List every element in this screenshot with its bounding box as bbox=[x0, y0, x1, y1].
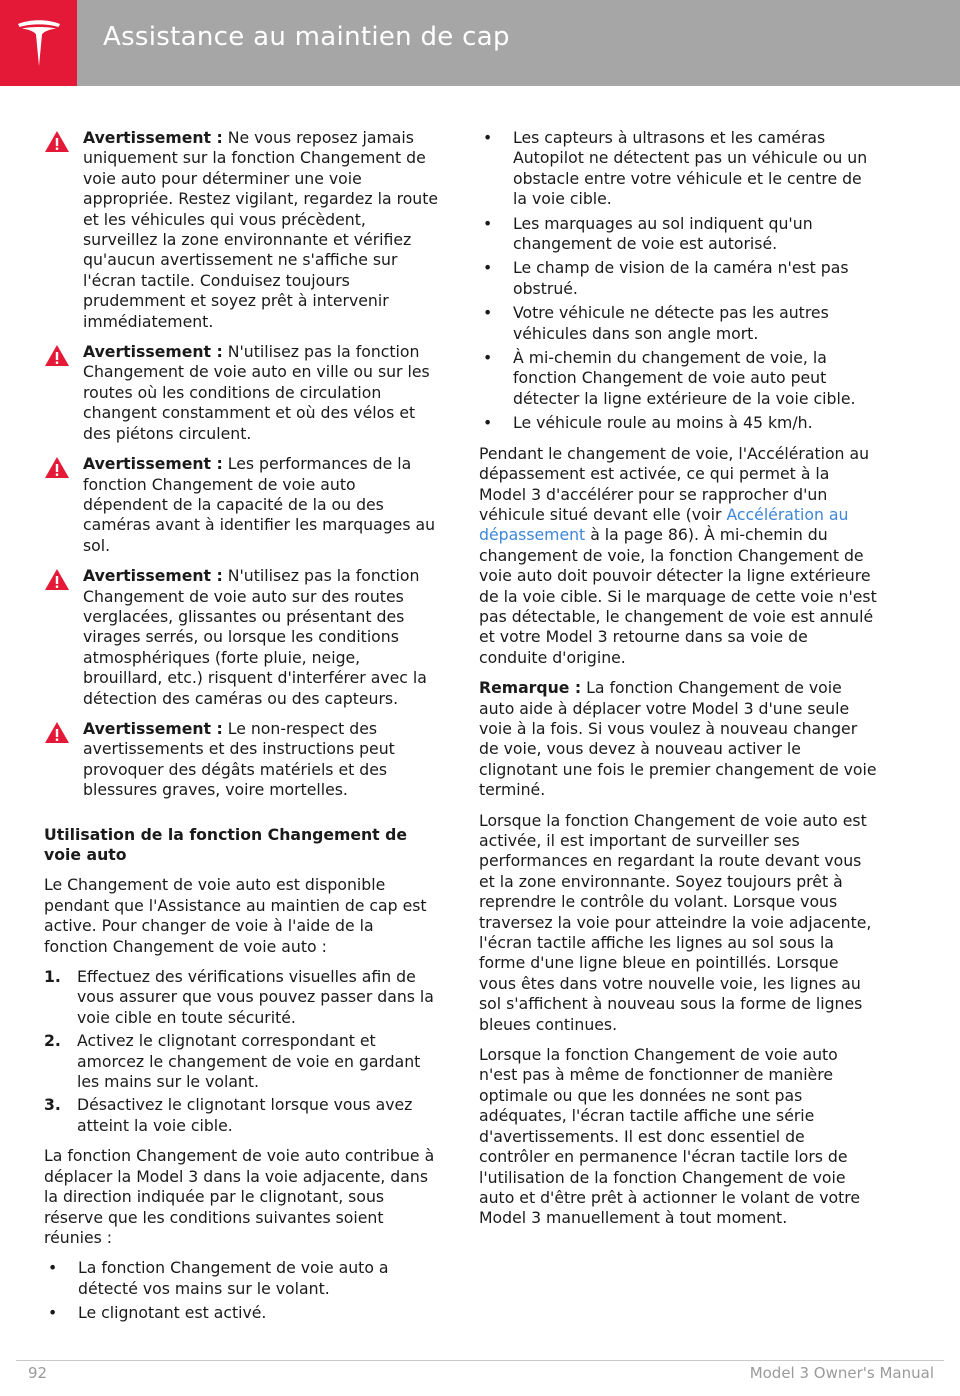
bullet-icon: • bbox=[48, 1258, 58, 1278]
page-header bbox=[0, 0, 960, 86]
left-column bbox=[44, 128, 439, 1334]
warning-label: Avertissement : bbox=[83, 454, 223, 474]
intro-paragraph: Le Changement de voie auto est disponible pendant que l'Assistance au maintien de cap est active. Pour changer de voie à l'aide de la fonction Changement de voie auto : bbox=[44, 875, 427, 956]
step-text: Activez le clignotant correspondant et amorcez le changement de voie en gardant les mains sur le volant. bbox=[77, 1031, 421, 1092]
section-heading: Utilisation de la fonction Changement de voie auto bbox=[44, 824, 407, 864]
condition-text: Le véhicule roule au moins à 45 km/h. bbox=[513, 413, 813, 433]
warning-text: Ne vous reposez jamais uniquement sur la fonction Changement de voie auto pour déterminer une voie appropriée. Restez vigilant, regardez la route et les véhicules qui vous précèdent, surveillez la zone environnante et vérifiez qu'aucun avertissement ne s'affiche sur l'écran tactile. Conduisez toujours prudemment et soyez prêt à intervenir immédiatement. bbox=[83, 128, 439, 331]
bullet-icon: • bbox=[483, 128, 493, 147]
right-column bbox=[479, 128, 877, 1239]
list-item bbox=[479, 413, 877, 433]
condition-text: Le champ de vision de la caméra n'est pas obstrué. bbox=[513, 258, 849, 298]
page-number: 92 bbox=[28, 1364, 48, 1382]
brand-logo bbox=[0, 0, 77, 86]
condition-text: À mi-chemin du changement de voie, la fonction Changement de voie auto peut détecter la ligne extérieure de la voie cible. bbox=[513, 348, 856, 408]
step-number: 2. bbox=[44, 1031, 61, 1051]
footer-divider bbox=[16, 1360, 944, 1361]
condition-text: Le clignotant est activé. bbox=[78, 1303, 267, 1323]
warning-triangle-icon bbox=[44, 721, 70, 744]
warning-triangle-icon bbox=[44, 344, 70, 367]
bullet-icon: • bbox=[483, 348, 493, 368]
list-item bbox=[44, 967, 439, 1028]
bullet-icon: • bbox=[48, 1303, 58, 1323]
warning-block bbox=[44, 342, 439, 444]
warning-label: Avertissement : bbox=[83, 566, 223, 586]
step-number: 1. bbox=[44, 967, 61, 987]
list-item bbox=[479, 214, 877, 255]
warning-label: Avertissement : bbox=[83, 718, 223, 738]
warning-block bbox=[44, 719, 439, 801]
warning-label: Avertissement : bbox=[83, 128, 223, 147]
page-title: Assistance au maintien de cap bbox=[103, 22, 510, 52]
condition-text: Les capteurs à ultrasons et les caméras Autopilot ne détectent pas un véhicule ou un obstacle entre votre véhicule et le centre de la voie cible. bbox=[513, 128, 868, 209]
condition-text: Votre véhicule ne détecte pas les autres véhicules dans son angle mort. bbox=[513, 303, 829, 343]
overtake-acceleration-link[interactable]: Accélération au dépassement bbox=[479, 504, 849, 545]
warning-triangle-icon bbox=[44, 456, 70, 479]
paragraph-text: Pendant le changement de voie, l'Accélération au dépassement est activée, ce qui permet à la Model 3 d'accélérer pour se rapprocher d'un véhicule situé devant elle (voir bbox=[479, 443, 870, 524]
warning-triangle-icon bbox=[44, 130, 70, 153]
warning-block bbox=[44, 454, 439, 556]
list-item bbox=[479, 303, 877, 344]
warning-block bbox=[44, 566, 439, 709]
warning-label: Avertissement : bbox=[83, 342, 223, 362]
warning-block bbox=[44, 128, 439, 332]
list-item bbox=[479, 348, 877, 409]
warning-text: N'utilisez pas la fonction Changement de voie auto en ville ou sur les routes où les conditions de circulation changent constamment et où des vélos et des piétons circulent. bbox=[83, 342, 430, 443]
list-item bbox=[44, 1095, 439, 1136]
step-text: Effectuez des vérifications visuelles afin de vous assurer que vous pouvez passer dans la voie cible en toute sécurité. bbox=[77, 967, 434, 1027]
warning-text: Les performances de la fonction Changement de voie auto dépendent de la capacité de la ou des caméras avant à identifier les marquages au sol. bbox=[83, 454, 436, 555]
note-paragraph bbox=[479, 678, 877, 800]
conditions-intro: La fonction Changement de voie auto contribue à déplacer la Model 3 dans la voie adjacente, dans la direction indiquée par le clignotant, sous réserve que les conditions suivantes soient réunies : bbox=[44, 1146, 435, 1247]
steps-list bbox=[44, 967, 439, 1136]
note-text: La fonction Changement de voie auto aide à déplacer votre Model 3 d'une seule voie à la fois. Si vous voulez à nouveau changer de voie, vous devez à nouveau activer le clignotant une fois le premier changement de voie terminé. bbox=[479, 678, 877, 800]
note-label: Remarque : bbox=[479, 678, 582, 698]
warning-text: Le non-respect des avertissements et des instructions peut provoquer des dégâts matériels et des blessures graves, voire mortelles. bbox=[83, 718, 395, 800]
condition-text: Les marquages au sol indiquent qu'un changement de voie est autorisé. bbox=[513, 213, 813, 254]
list-item bbox=[44, 1258, 439, 1299]
step-text: Désactivez le clignotant lorsque vous avez atteint la voie cible. bbox=[77, 1095, 413, 1135]
step-number: 3. bbox=[44, 1095, 61, 1115]
bullet-icon: • bbox=[483, 213, 493, 233]
warning-text: N'utilisez pas la fonction Changement de voie auto sur des routes verglacées, glissantes ou présentant des virages serrés, ou lorsque les conditions atmosphériques (forte pluie, neige, brouillard, etc.) risquent d'interférer avec la détection des caméras ou des capteurs. bbox=[83, 566, 427, 708]
tesla-logo-icon bbox=[16, 18, 62, 68]
list-item bbox=[44, 1303, 439, 1323]
list-item bbox=[479, 258, 877, 299]
warnings-paragraph: Lorsque la fonction Changement de voie auto n'est pas à même de fonctionner de manière optimale ou que les données ne sont pas adéquates, l'écran tactile affiche une série d'avertissements. Il est donc essentiel de contrôler en permanence l'écran tactile lors de l'utilisation de la fonction Changement de voie auto et d'être prêt à actionner le volant de votre Model 3 manuellement à tout moment. bbox=[479, 1045, 860, 1228]
list-item bbox=[44, 1031, 439, 1092]
condition-text: La fonction Changement de voie auto a détecté vos mains sur le volant. bbox=[78, 1258, 389, 1298]
bullet-icon: • bbox=[483, 413, 493, 433]
paragraph-text: à la page 86). À mi-chemin du changement de voie, la fonction Changement de voie auto doit pouvoir détecter la ligne extérieure de la voie cible. Si le marquage de cette voie n'est pas détectable, le changement de voie est annulé et votre Model 3 retourne dans sa voie de conduite d'origine. bbox=[479, 525, 877, 667]
conditions-list bbox=[479, 128, 877, 434]
lane-change-paragraph bbox=[479, 444, 877, 668]
bullet-icon: • bbox=[483, 303, 493, 323]
warning-triangle-icon bbox=[44, 568, 70, 591]
list-item bbox=[479, 128, 877, 210]
monitoring-paragraph: Lorsque la fonction Changement de voie auto est activée, il est important de surveiller ses performances en regardant la route devant vous et la zone environnante. Soyez toujours prêt à reprendre le contrôle du volant. Lorsque vous traversez la voie pour atteindre la voie adjacente, l'écran tactile affiche les lignes au sol sous la forme d'une ligne bleue en pointillés. Lorsque vous êtes dans votre nouvelle voie, les lignes au sol s'affichent à nouveau sous la forme de lignes bleues continues. bbox=[479, 810, 872, 1034]
bullet-icon: • bbox=[483, 258, 493, 278]
manual-title: Model 3 Owner's Manual bbox=[749, 1364, 934, 1382]
conditions-list bbox=[44, 1258, 439, 1323]
